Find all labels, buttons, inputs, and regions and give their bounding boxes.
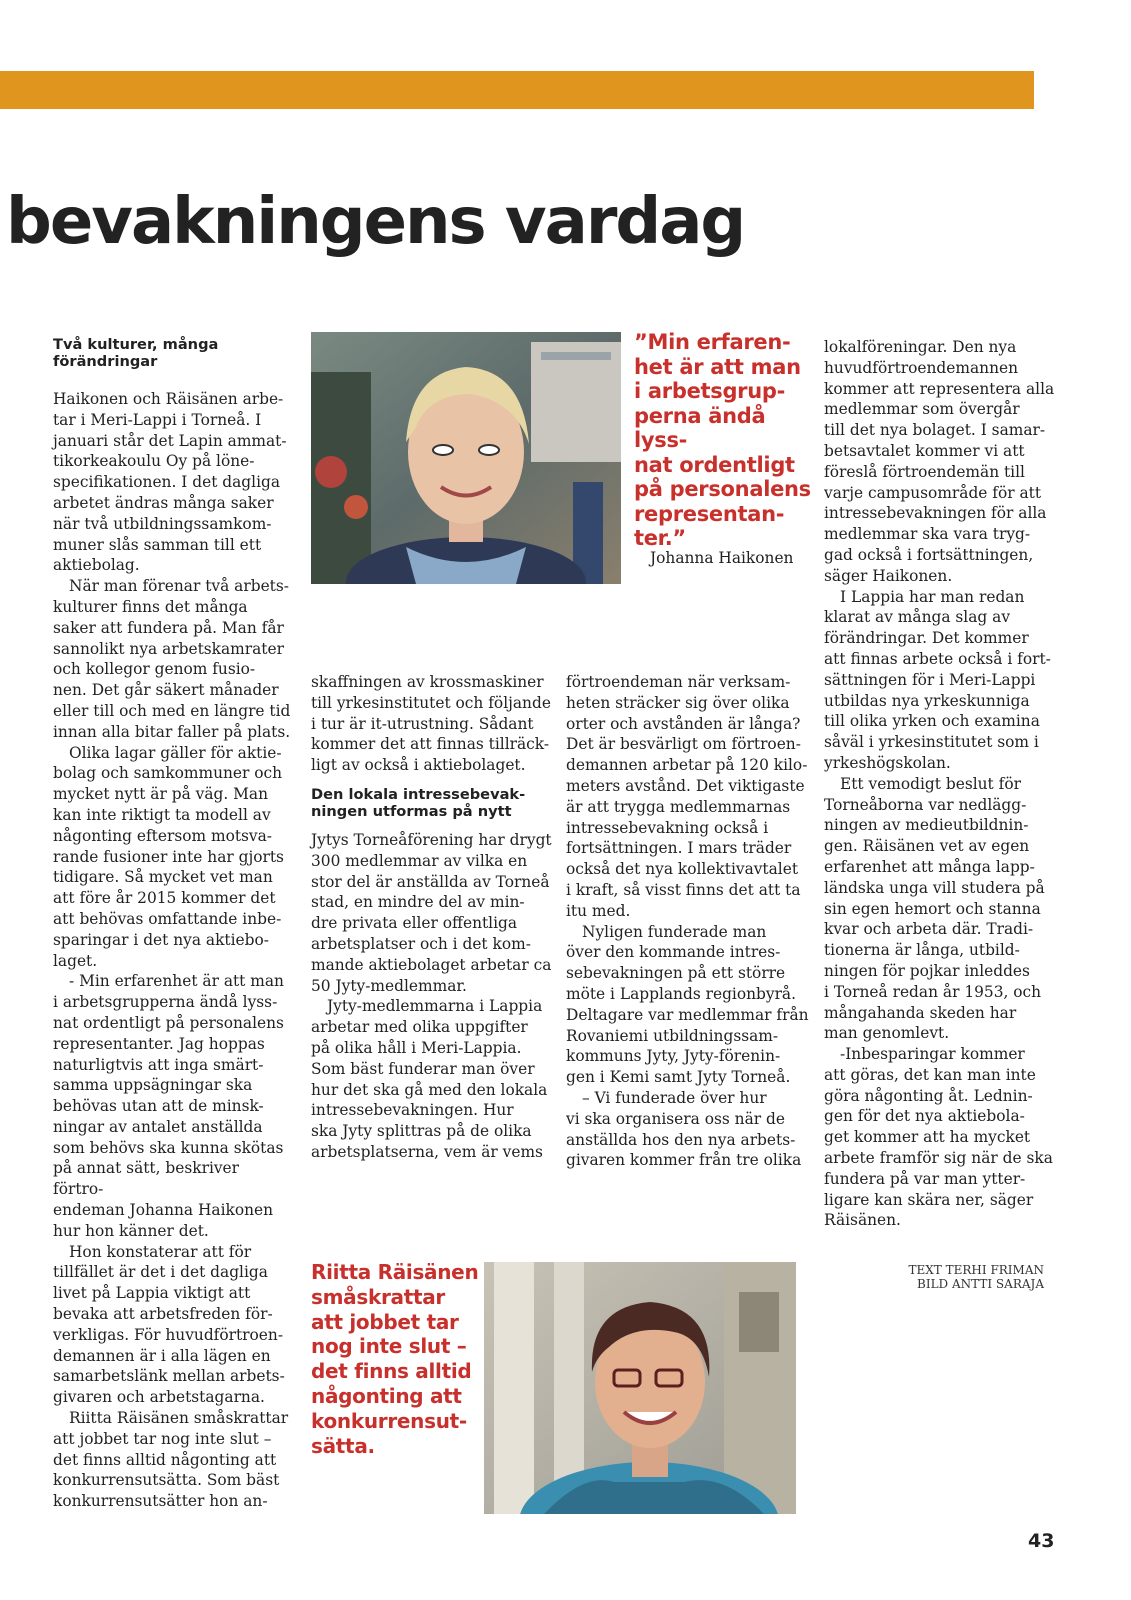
portrait-photo-raisanen <box>484 1262 796 1514</box>
paragraph: Nyligen funderade man över den kommande intres- sebevakningen på ett större möte i Lapplands regionbyrå. Deltagare var medlemmar från Rovaniemi utbildningssam- kommuns Jyty, Jyty-förenin- gen i Kemi samt Jyty Torneå. <box>566 922 809 1087</box>
paragraph: Hon konstaterar att för tillfället är det i det dagliga livet på Lappia viktigt att bevaka att arbetsfreden för- verkligas. För huvudförtroen- demannen är i alla lägen en samarbetslänk mellan arbets- givaren och arbetstagarna. <box>53 1242 285 1407</box>
paragraph: Jytys Torneåförening har drygt 300 medlemmar av vilka en stor del är anställda av Torneå stad, en mindre del av min- dre privata eller offentliga arbetsplatser och i det kom- mande aktiebolaget arbetar ca 50 Jyty-medlemmar. <box>311 830 552 995</box>
section-subhead: Två kulturer, många förändringar <box>53 336 219 370</box>
paragraph: Jyty-medlemmarna i Lappia arbetar med olika uppgifter på olika håll i Meri-Lappia. Som bäst funderar man över hur det ska gå med den lokala intressebevakningen. Hur ska Jyty splittras på de olika arbetsplatserna, vem är vems <box>311 997 548 1161</box>
pull-quote-2-text: Riitta Räisänen småskrattar att jobbet tar nog inte slut – det finns alltid någonting att konkurrensut- sätta. <box>311 1260 479 1458</box>
article-column-2 <box>311 672 561 1163</box>
paragraph: – Vi funderade över hur vi ska organisera oss när de anställda hos den nya arbets- givaren kommer från tre olika <box>566 1088 802 1170</box>
paragraph: lokalföreningar. Den nya huvudförtroendemannen kommer att representera alla medlemmar som övergår till det nya bolaget. I samar- betsavtalet kommer vi att föreslå förtroendemän till varje campusområde för att intressebevakningen för alla medlemmar ska vara tryg- gad också i fortsättningen, säger Haikonen. <box>824 338 1055 585</box>
pull-quote-attribution: Johanna Haikonen <box>650 549 794 567</box>
headline: bevakningens vardag <box>6 185 745 259</box>
byline-credits <box>850 1263 1044 1291</box>
paragraph: - Min erfarenhet är att man i arbetsgrupperna ändå lyss- nat ordentligt på personalens representanter. Jag hoppas naturligtvis att inga smärt- samma uppsägningar ska behövas utan att de minsk- ningar av antalet anställda som behövs ska kunna skötas på annat sätt, beskriver förtro- endeman Johanna Haikonen hur hon känner det. <box>53 972 284 1240</box>
paragraph: Ett vemodigt beslut för Torneåborna var nedlägg- ningen av medieutbildnin- gen. Räisänen vet av egen erfarenhet att många lapp- ländska unga vill studera på sin egen hemort och stanna kvar och arbeta där. Tradi- tionerna är långa, utbild- ningen för pojkar inleddes i Torneå redan år 1953, och mångahanda skeden har man genomlevt. <box>824 774 1045 1043</box>
paragraph: skaffningen av krossmaskiner till yrkesinstitutet och följande i tur är it-utrustning. Sådant kommer det att finnas tillräck- ligt av också i aktiebolaget. <box>311 673 551 775</box>
portrait-illustration <box>484 1262 796 1514</box>
photo-credit: BILD ANTTI SARAJA <box>917 1277 1044 1291</box>
pull-quote-text: ”Min erfaren- het är att man i arbetsgrup- perna ändå lyss- nat ordentligt på personalens representan- ter.” <box>634 330 811 550</box>
article-column-1 <box>53 336 293 1512</box>
text-credit: TEXT TERHI FRIMAN <box>908 1263 1044 1277</box>
accent-bar <box>0 71 1034 109</box>
paragraph: I Lappia har man redan klarat av många slag av förändringar. Det kommer att finnas arbete också i fort- sättningen för i Meri-Lappi utbildas nya yrkeskunniga till olika yrken och examina såväl i yrkesinstitutet som i yrkeshögskolan. <box>824 587 1051 772</box>
article-column-3 <box>566 672 816 1171</box>
paragraph: Haikonen och Räisänen arbe- tar i Meri-Lappi i Torneå. I januari står det Lapin ammat- tikorkeakoulu Oy på löne- specifikationen. I det dagliga arbetet ändras många saker när två utbildningssamkom- muner slås samman till ett aktiebolag. <box>53 390 287 575</box>
section-subhead: Den lokala intressebevak- ningen utformas på nytt <box>311 785 526 820</box>
portrait-illustration <box>311 332 621 584</box>
article-column-4 <box>824 337 1064 1231</box>
paragraph: När man förenar två arbets- kulturer finns det många saker att fundera på. Man får sannolikt nya arbetskamrater och kollegor genom fusio- nen. Det går säkert månader eller till och med en längre tid innan alla bitar faller på plats. <box>53 577 291 741</box>
pull-quote-2 <box>311 1260 491 1458</box>
paragraph: Olika lagar gäller för aktie- bolag och samkommuner och mycket nytt är på väg. Man kan inte riktigt ta modell av någonting eftersom motsva- rande fusioner inte har gjorts tidigare. Så mycket vet man att före år 2015 kommer det att behövas omfattande inbe- sparingar i det nya aktiebo- laget. <box>53 743 284 970</box>
portrait-photo-haikonen <box>311 332 621 584</box>
paragraph: Riitta Räisänen småskrattar att jobbet tar nog inte slut – det finns alltid någonting att konkurrensutsätta. Som bäst konkurrensutsätter hon an- <box>53 1409 289 1511</box>
paragraph: förtroendeman när verksam- heten sträcker sig över olika orter och avstånden är långa? Det är besvärligt om förtroen- demannen arbetar på 120 kilo- meters avstånd. Det viktigaste är att trygga medlemmarnas intressebevakning också i fortsättningen. I mars träder också det nya kollektivavtalet i kraft, så visst finns det att ta itu med. <box>566 673 808 920</box>
paragraph: -Inbesparingar kommer att göras, det kan man inte göra någonting åt. Lednin- gen för det nya aktiebola- get kommer att ha mycket arbete framför sig när de ska fundera på var man ytter- ligare kan skära ner, säger Räisänen. <box>824 1045 1053 1230</box>
pull-quote <box>634 330 814 551</box>
page-number: 43 <box>1028 1530 1055 1552</box>
